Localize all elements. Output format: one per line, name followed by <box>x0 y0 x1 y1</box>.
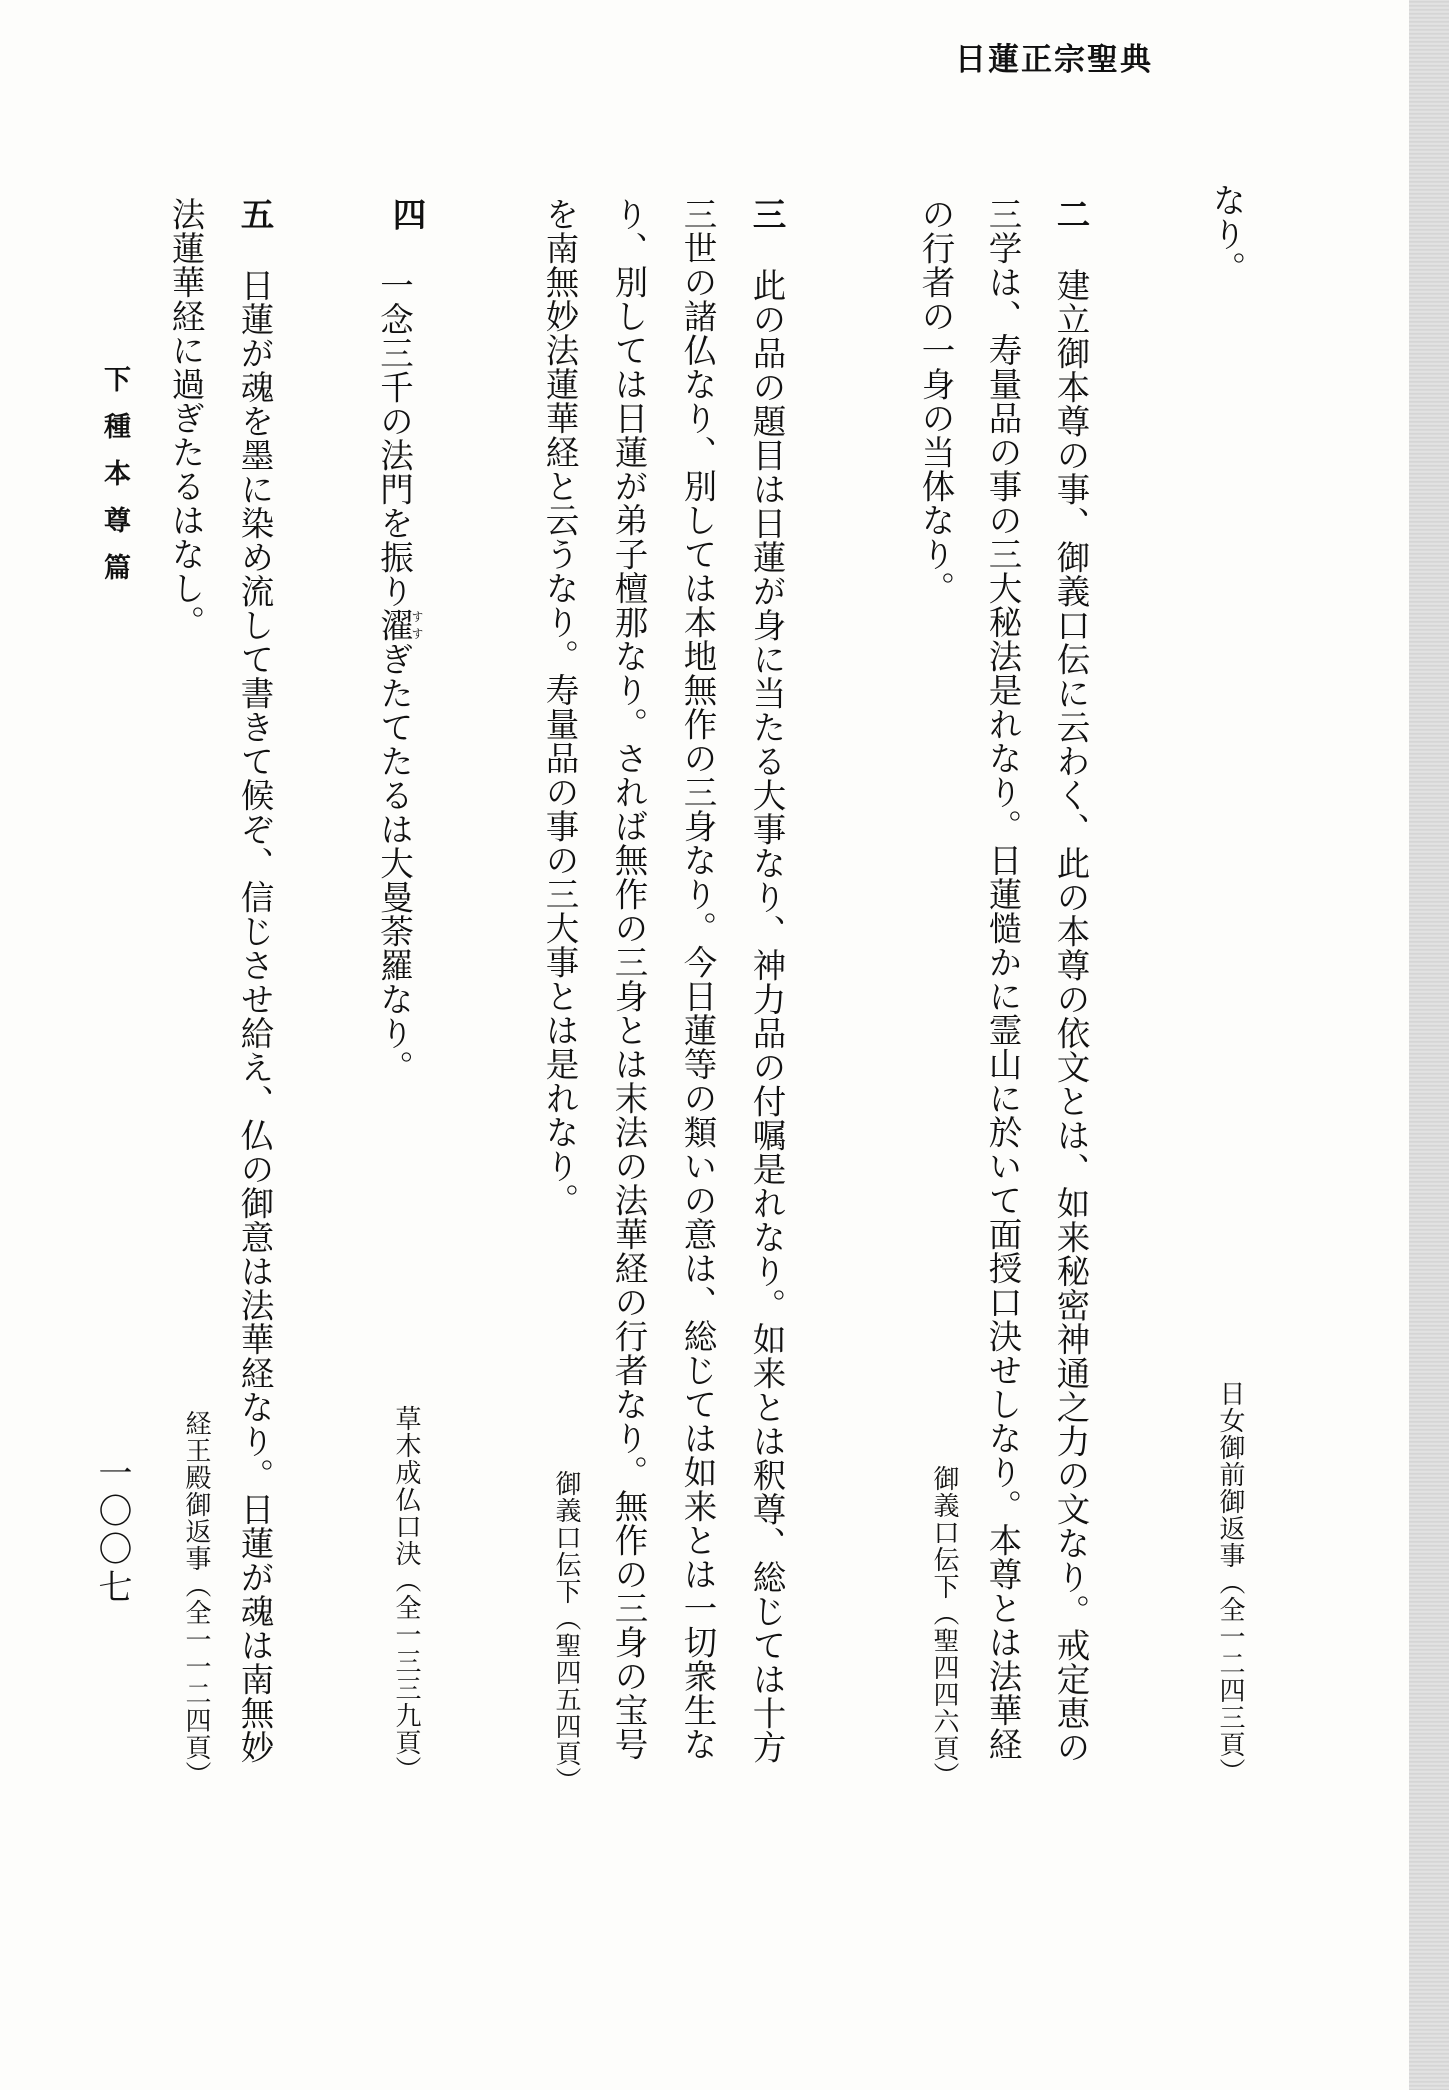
section-number: 二 <box>1051 197 1090 231</box>
body-line: 法蓮華経に過ぎたるはなし。 <box>166 197 205 639</box>
text-segment: ぎたてたるは大曼荼羅なり。 <box>374 642 414 1084</box>
running-header: 日蓮正宗聖典 <box>955 42 1153 78</box>
body-line: 三学は、寿量品の事の三大秘法是れなり。日蓮慥かに霊山に於いて面授口決せしなり。本尊とは法華経 <box>983 197 1022 1761</box>
citation: 経王殿御返事（全一一二四頁） <box>181 1410 211 1788</box>
text-segment: 一念三千の法門を振り <box>374 268 414 608</box>
ruby-reading: すす <box>410 608 424 642</box>
body-line: 建立御本尊の事、御義口伝に云わく、此の本尊の依文とは、如来秘密神通之力の文なり。戒定恵の <box>1051 268 1090 1764</box>
body-line: の行者の一身の当体なり。 <box>916 197 955 605</box>
body-line: 日蓮が魂を墨に染め流して書きて候ぞ、信じさせ給え、仏の御意は法華経なり。日蓮が魂は南無妙 <box>235 268 274 1764</box>
page-binding-edge <box>1409 0 1449 2090</box>
section-number: 三 <box>747 197 786 231</box>
ruby-word <box>374 608 424 642</box>
chapter-title: 下種本尊篇 <box>99 365 130 600</box>
body-line <box>374 268 424 1084</box>
body-line: 此の品の題目は日蓮が身に当たる大事なり、神力品の付嘱是れなり。如来とは釈尊、総じては十方 <box>747 268 786 1764</box>
ruby-base: 濯 <box>374 608 414 642</box>
body-line: 三世の諸仏なり、別しては本地無作の三身なり。今日蓮等の類いの意は、総じては如来とは一切衆生な <box>678 197 717 1761</box>
citation: 御義口伝下（聖四四六頁） <box>929 1465 959 1789</box>
citation: 草木成仏口決（全一三三九頁） <box>391 1405 421 1783</box>
citation: 日女御前御返事（全一二四三頁） <box>1215 1380 1245 1785</box>
section-number: 四 <box>387 197 426 231</box>
body-line: なり。 <box>1207 183 1246 285</box>
body-line: を南無妙法蓮華経と云うなり。寿量品の事の三大事とは是れなり。 <box>540 197 579 1217</box>
page-number: 一〇〇七 <box>92 1455 132 1607</box>
body-line: り、別しては日蓮が弟子檀那なり。されば無作の三身とは末法の法華経の行者なり。無作の三身の宝号 <box>609 197 648 1761</box>
section-number: 五 <box>235 197 274 231</box>
citation: 御義口伝下（聖四五四頁） <box>551 1470 581 1794</box>
